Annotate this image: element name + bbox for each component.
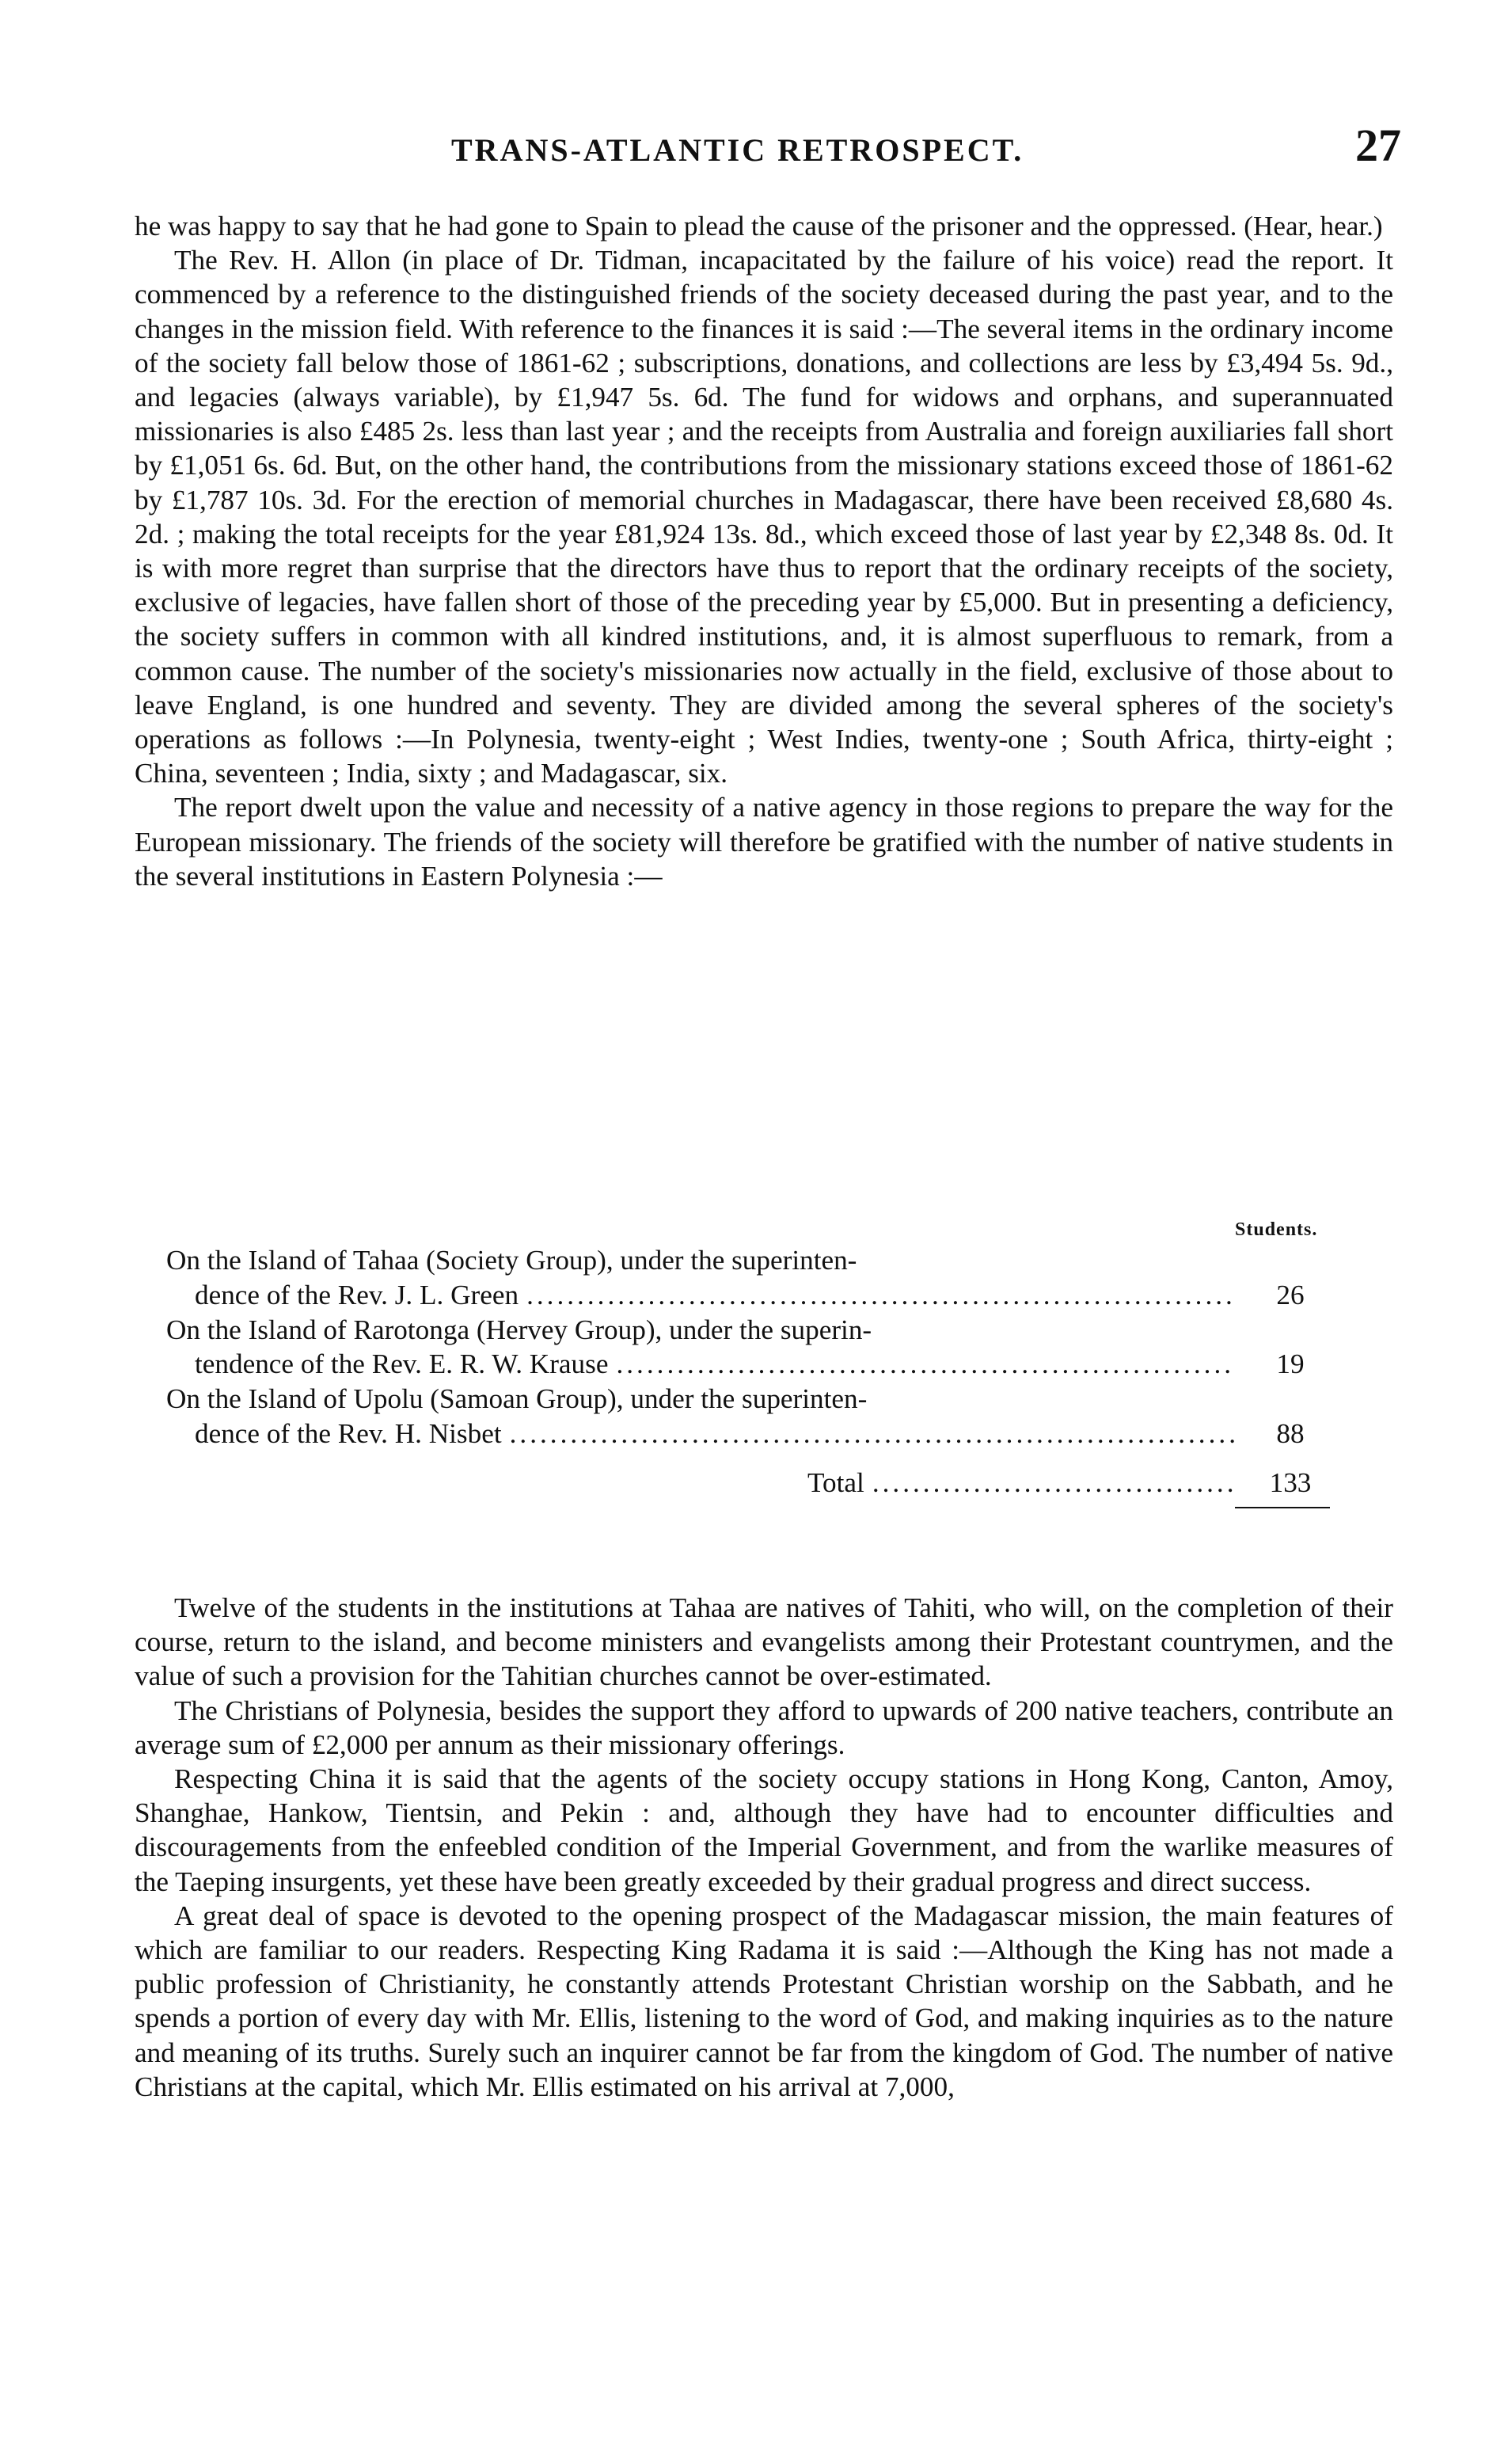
total-rule — [1235, 1507, 1330, 1508]
body-text-top — [135, 209, 1393, 893]
row-description-cont: tendence of the Rev. E. R. W. Krause — [195, 1348, 609, 1380]
page-number: 27 — [1355, 120, 1401, 171]
leader-dots — [616, 1347, 1235, 1382]
row-description: On the Island of Tahaa (Society Group), under the superinten- — [166, 1245, 857, 1276]
page-header — [119, 119, 1401, 182]
running-head: TRANS-ATLANTIC RETROSPECT. — [451, 132, 1024, 168]
students-count: 88 — [1276, 1417, 1305, 1449]
row-description-cont: dence of the Rev. J. L. Green — [195, 1279, 519, 1310]
students-table — [166, 1243, 1338, 1500]
students-count: 26 — [1276, 1279, 1305, 1310]
total-value: 133 — [1269, 1466, 1312, 1498]
table-row — [166, 1243, 1338, 1313]
leader-dots — [510, 1417, 1235, 1451]
students-count: 19 — [1276, 1348, 1305, 1380]
table-row — [166, 1382, 1338, 1451]
table-row — [166, 1313, 1338, 1383]
paragraph: Respecting China it is said that the agents of the society occupy stations in Hong Kong, Canton, Amoy, Shanghae, Hankow, Tientsin, and Pekin : and, although they have had to encounter difficulties and discouragements from the enfeebled condition of the Imperial Government, and from the warlike measures of the Taeping insurgents, yet these have been greatly exceeded by their gradual progress and direct success. — [135, 1763, 1393, 1897]
paragraph: he was happy to say that he had gone to Spain to plead the cause of the prisoner and the oppressed. (Hear, hear.) — [135, 211, 1383, 242]
paragraph: The Rev. H. Allon (in place of Dr. Tidman, incapacitated by the failure of his voice) read the report. It commenced by a reference to the distinguished friends of the society deceased during the past year, and to the changes in the mission field. With reference to the finances it is said :—The several items in the ordinary income of the society fall below those of 1861-62 ; subscriptions, donations, and collections are less by £3,494 5s. 9d., and legacies (always variable), by £1,947 5s. 6d. The fund for widows and orphans, and superannuated missionaries is also £485 2s. less than last year ; and the receipts from Australia and foreign auxiliaries fall short by £1,051 6s. 6d. But, on the other hand, the contributions from the missionary stations exceed those of 1861-62 by £1,787 10s. 3d. For the erection of memorial churches in Madagascar, there have been received £8,680 4s. 2d. ; making the total receipts for the year £81,924 13s. 8d., which exceed those of last year by £2,348 8s. 0d. It is with more regret than surprise that the directors have thus to report that the ordinary receipts of the society, exclusive of legacies, have fallen short of those of the preceding year by £5,000. But in presenting a deficiency, the society suffers in common with all kindred institutions, and, it is almost superfluous to remark, from a common cause. The number of the society's missionaries now actually in the field, exclusive of those about to leave England, is one hundred and seventy. They are divided among the several spheres of the society's operations as follows :—In Polynesia, twenty-eight ; West Indies, twenty-one ; South Africa, thirty-eight ; China, seventeen ; India, sixty ; and Madagascar, six. — [135, 245, 1393, 789]
body-text-bottom — [135, 1591, 1393, 2104]
leader-dots — [526, 1278, 1235, 1313]
leader-dots — [872, 1466, 1235, 1500]
paragraph: A great deal of space is devoted to the opening prospect of the Madagascar mission, the main features of which are familiar to our readers. Respecting King Radama it is said :—Although the King has not made a public profession of Christianity, he constantly attends Protestant Christian worship on the Sabbath, and he spends a portion of every day with Mr. Ellis, listening to the word of God, and making inquiries as to the nature and meaning of its truths. Surely such an inquirer cannot be far from the kingdom of God. The number of native Christians at the capital, which Mr. Ellis estimated on his arrival at 7,000, — [135, 1900, 1393, 2102]
total-row — [166, 1466, 1338, 1500]
students-column-header: Students. — [1235, 1219, 1318, 1240]
row-description-cont: dence of the Rev. H. Nisbet — [195, 1417, 502, 1449]
paragraph: Twelve of the students in the institutions at Tahaa are natives of Tahiti, who will, on the completion of their course, return to the island, and become ministers and evangelists among their Protestant countrymen, and the value of such a provision for the Tahitian churches cannot be over-estimated. — [135, 1592, 1393, 1692]
row-description: On the Island of Rarotonga (Hervey Group), under the superin- — [166, 1314, 872, 1345]
paragraph: The Christians of Polynesia, besides the support they afford to upwards of 200 native teachers, contribute an average sum of £2,000 per annum as their missionary offerings. — [135, 1694, 1393, 1760]
paragraph: The report dwelt upon the value and necessity of a native agency in those regions to prepare the way for the European missionary. The friends of the society will therefore be gratified with the number of native students in the several institutions in Eastern Polynesia :— — [135, 792, 1393, 892]
row-description: On the Island of Upolu (Samoan Group), under the superinten- — [166, 1383, 868, 1415]
total-label: Total — [807, 1466, 864, 1498]
